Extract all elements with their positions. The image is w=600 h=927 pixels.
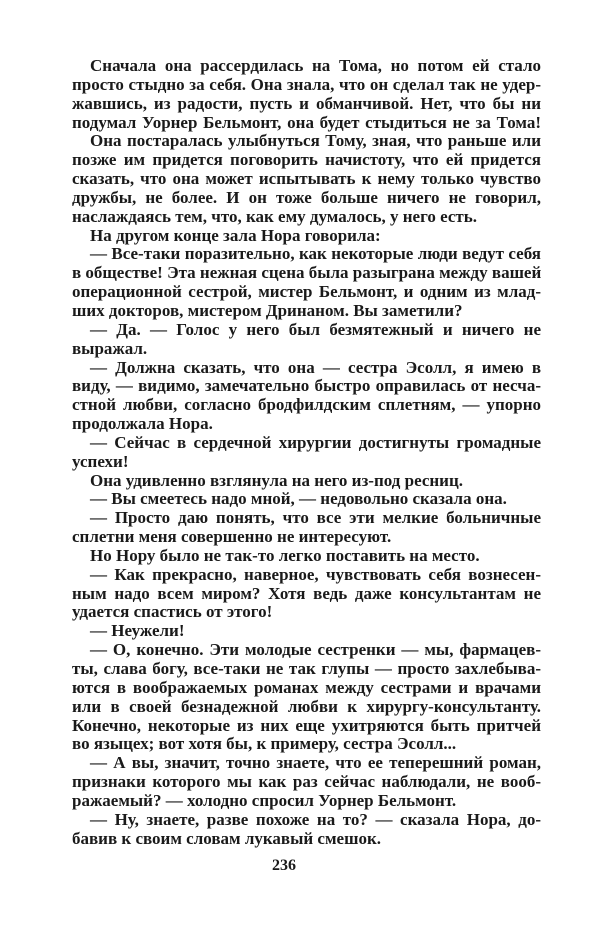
text-line: Сначала она рассердилась на Тома, но потом ей стало [90, 56, 541, 75]
text-line: ются в воображаемых романах между сестрами и врачами [72, 677, 541, 697]
paragraph [72, 641, 541, 754]
text-line: успехи! [72, 451, 129, 471]
paragraph [72, 509, 541, 547]
text-line: жавшись, из радости, пусть и обманчивой. Нет, что бы ни [72, 93, 541, 113]
text-line: ты, слава богу, все-таки не так глупы — просто захлебыва- [72, 659, 541, 678]
text-line: дружбы, не более. И он тоже больше ничего не говорил, [72, 187, 541, 207]
text-line: — Сейчас в сердечной хирургии достигнуты громадные [90, 432, 541, 452]
book-page-text [72, 57, 541, 848]
paragraph [72, 622, 541, 641]
text-line: — Да. — Голос у него был безмятежный и ничего не [90, 319, 541, 339]
paragraph [72, 227, 541, 246]
text-line: сплетни меня совершенно не интересуют. [72, 527, 392, 547]
paragraph [72, 754, 541, 811]
paragraph [72, 321, 541, 359]
text-line: наслаждаясь тем, что, как ему думалось, у него есть. [72, 206, 478, 226]
paragraph [72, 434, 541, 472]
paragraph [72, 566, 541, 623]
text-line: — Ну, знаете, разве похоже на то? — сказала Нора, до- [90, 809, 541, 829]
text-line: просто стыдно за себя. Она знала, что он сделал так не удер- [72, 74, 541, 94]
text-line: — А вы, значит, точно знаете, что ее теперешний роман, [90, 753, 541, 773]
text-line: позже им придется поговорить начистоту, что ей придется [72, 150, 541, 170]
text-line: — Вы смеетесь надо мной, — недовольно сказала она. [90, 489, 507, 509]
text-line: выражал. [72, 338, 148, 358]
paragraph [72, 811, 541, 849]
text-line: ным надо всем миром? Хотя ведь даже консультантам не [72, 583, 541, 603]
text-line: операционной сестрой, мистер Бельмонт, и одним из млад- [72, 282, 541, 302]
text-line: стной любви, согласно бродфилдским сплетням, — упорно [72, 395, 541, 415]
text-line: бавив к своим словам лукавый смешок. [72, 828, 381, 848]
text-line: На другом конце зала Нора говорила: [90, 225, 381, 245]
paragraph [72, 245, 541, 320]
text-line: — О, конечно. Эти молодые сестренки — мы, фармацев- [90, 640, 541, 660]
paragraph [72, 359, 541, 434]
text-line: Она удивленно взглянула на него из-под ресниц. [90, 470, 463, 490]
paragraph [72, 132, 541, 226]
paragraph [72, 472, 541, 491]
paragraph [72, 490, 541, 509]
text-line: в обществе! Эта нежная сцена была разыграна между вашей [72, 263, 542, 283]
page-number-text: 236 [272, 857, 296, 874]
text-line: Конечно, некоторые из них еще ухитряются быть притчей [72, 715, 541, 735]
text-line: удается спастись от этого! [72, 602, 273, 622]
text-line: признаки которого мы как раз сейчас наблюдали, не вооб- [72, 772, 541, 792]
text-line: подумал Уорнер Бельмонт, она будет стыдиться не за Тома! [72, 112, 541, 132]
text-line: Но Нору было не так-то легко поставить на место. [90, 545, 480, 565]
text-line: во языцех; вот хотя бы, к примеру, сестра Эсолл... [72, 734, 457, 754]
text-line: — Неужели! [90, 621, 185, 641]
text-line: или в своей безнадежной любви к хирургу-консультанту. [72, 696, 541, 716]
text-line: — Как прекрасно, наверное, чувствовать себя вознесен- [90, 564, 541, 584]
text-line: Она постаралась улыбнуться Тому, зная, что раньше или [90, 131, 541, 151]
text-line: — Просто даю понять, что все эти мелкие больничные [90, 508, 541, 528]
text-line: ражаемый? — холодно спросил Уорнер Бельмонт. [72, 790, 457, 810]
page-number [0, 857, 600, 875]
text-line: продолжала Нора. [72, 414, 213, 434]
text-line: — Должна сказать, что она — сестра Эсолл, я имею в [90, 357, 541, 377]
text-line: ших докторов, мистером Дринаном. Вы заметили? [72, 300, 463, 320]
paragraph [72, 547, 541, 566]
paragraph [72, 57, 541, 132]
text-line: сказать, что она может испытывать к нему только чувство [72, 169, 541, 189]
text-line: — Все-таки поразительно, как некоторые люди ведут себя [90, 244, 541, 264]
text-line: виду, — видимо, замечательно быстро оправилась от несча- [72, 376, 541, 396]
